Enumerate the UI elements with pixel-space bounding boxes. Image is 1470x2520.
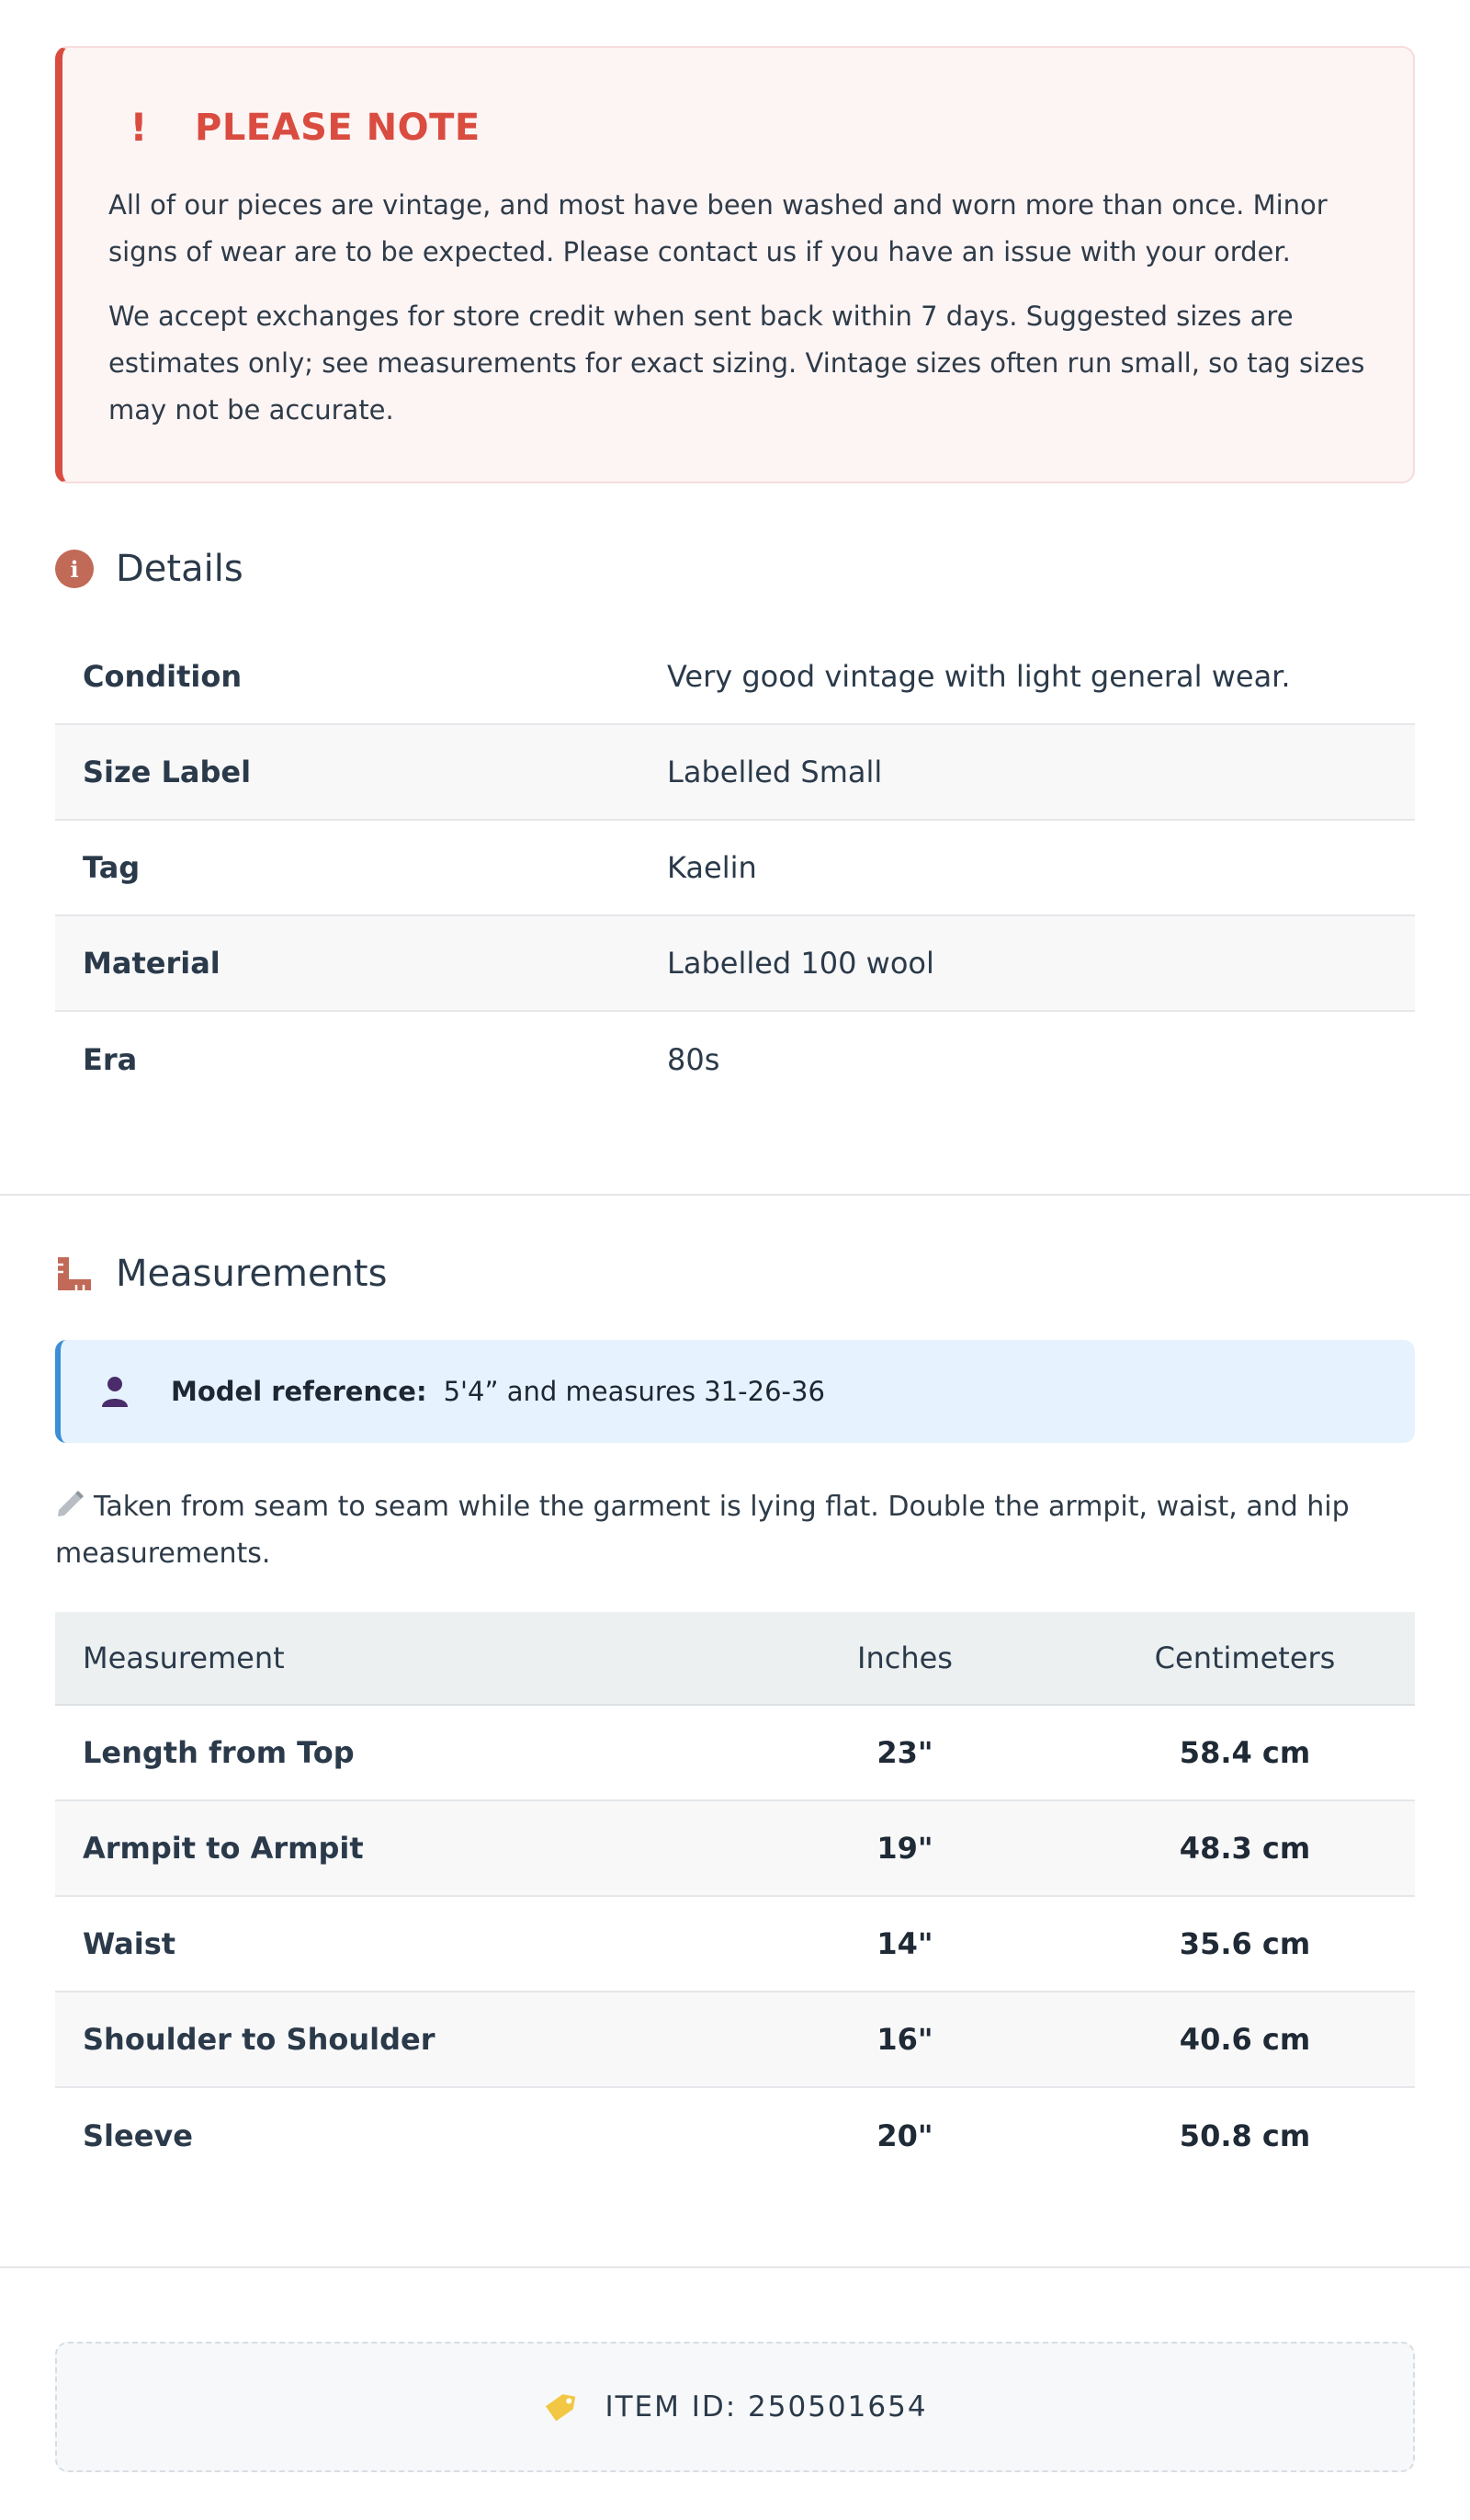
table-row [55, 1801, 1415, 1897]
details-row [55, 630, 1415, 725]
info-icon: i [55, 550, 94, 588]
pencil-icon [55, 1488, 86, 1519]
details-label: Tag [83, 850, 141, 885]
column-header: Inches [857, 1640, 953, 1675]
details-value: 80s [667, 1042, 720, 1077]
measurements-title: Measurements [116, 1253, 388, 1295]
measurement-cm: 40.6 cm [1179, 2022, 1311, 2057]
measurement-note [55, 1483, 1415, 1577]
details-row [55, 1012, 1415, 1107]
details-value: Kaelin [667, 850, 757, 885]
measurements-table [55, 1612, 1415, 2184]
model-reference-label: Model reference: [171, 1376, 427, 1407]
measurement-cm: 48.3 cm [1179, 1831, 1311, 1866]
measurement-inches: 19" [876, 1831, 933, 1866]
notice-paragraph: We accept exchanges for store credit when sent back within 7 days. Suggested sizes are estimates only; see measurements for exact sizing. Vintage sizes often run small, so tag sizes may not be accurate. [108, 301, 1365, 426]
details-title: Details [116, 548, 243, 590]
measurement-cm: 35.6 cm [1179, 1926, 1311, 1961]
measurement-note-text: Taken from seam to seam while the garment is lying flat. Double the armpit, waist, and hip measurements. [55, 1491, 1350, 1570]
person-silhouette-icon [99, 1374, 130, 1409]
details-label: Material [83, 946, 220, 981]
measurement-name: Shoulder to Shoulder [83, 2022, 435, 2057]
measurement-name: Sleeve [83, 2118, 193, 2153]
details-row [55, 916, 1415, 1012]
table-row [55, 1706, 1415, 1801]
measurement-cm: 50.8 cm [1179, 2118, 1311, 2153]
column-header: Measurement [83, 1640, 285, 1675]
column-header: Centimeters [1154, 1640, 1336, 1675]
model-reference [55, 1340, 1415, 1443]
details-label: Era [83, 1042, 138, 1077]
ruler-icon [55, 1254, 94, 1293]
table-row [55, 1992, 1415, 2088]
notice-header [108, 105, 1367, 151]
table-row [55, 1897, 1415, 1992]
item-id-box [55, 2342, 1415, 2472]
table-row [55, 2088, 1415, 2184]
details-value: Labelled 100 wool [667, 946, 934, 981]
model-reference-value: 5'4” and measures 31-26-36 [443, 1376, 825, 1407]
notice-title: PLEASE NOTE [195, 107, 481, 149]
measurement-name: Length from Top [83, 1735, 355, 1770]
exclamation-icon: ! [130, 105, 148, 150]
measurement-cm: 58.4 cm [1179, 1735, 1311, 1770]
table-header [55, 1612, 1415, 1706]
measurement-inches: 23" [876, 1735, 933, 1770]
details-header [55, 541, 1415, 596]
details-row [55, 725, 1415, 821]
details-row [55, 821, 1415, 916]
measurement-inches: 14" [876, 1926, 933, 1961]
measurement-inches: 16" [876, 2022, 933, 2057]
measurement-name: Armpit to Armpit [83, 1831, 364, 1866]
item-id-label: ITEM ID: 250501654 [605, 2390, 928, 2424]
details-value: Labelled Small [667, 755, 883, 789]
measurement-inches: 20" [876, 2118, 933, 2153]
details-label: Condition [83, 659, 243, 694]
tag-icon [542, 2389, 579, 2425]
notice-box [55, 46, 1415, 483]
section-divider [0, 1194, 1470, 1196]
details-value: Very good vintage with light general wear. [667, 659, 1291, 694]
measurements-header [55, 1246, 1415, 1301]
notice-paragraph: All of our pieces are vintage, and most have been washed and worn more than once. Minor signs of wear are to be expected. Please contact us if you have an issue with your order. [108, 189, 1328, 267]
measurement-name: Waist [83, 1926, 176, 1961]
section-divider [0, 2266, 1470, 2268]
details-table [55, 630, 1415, 1107]
details-label: Size Label [83, 755, 252, 789]
